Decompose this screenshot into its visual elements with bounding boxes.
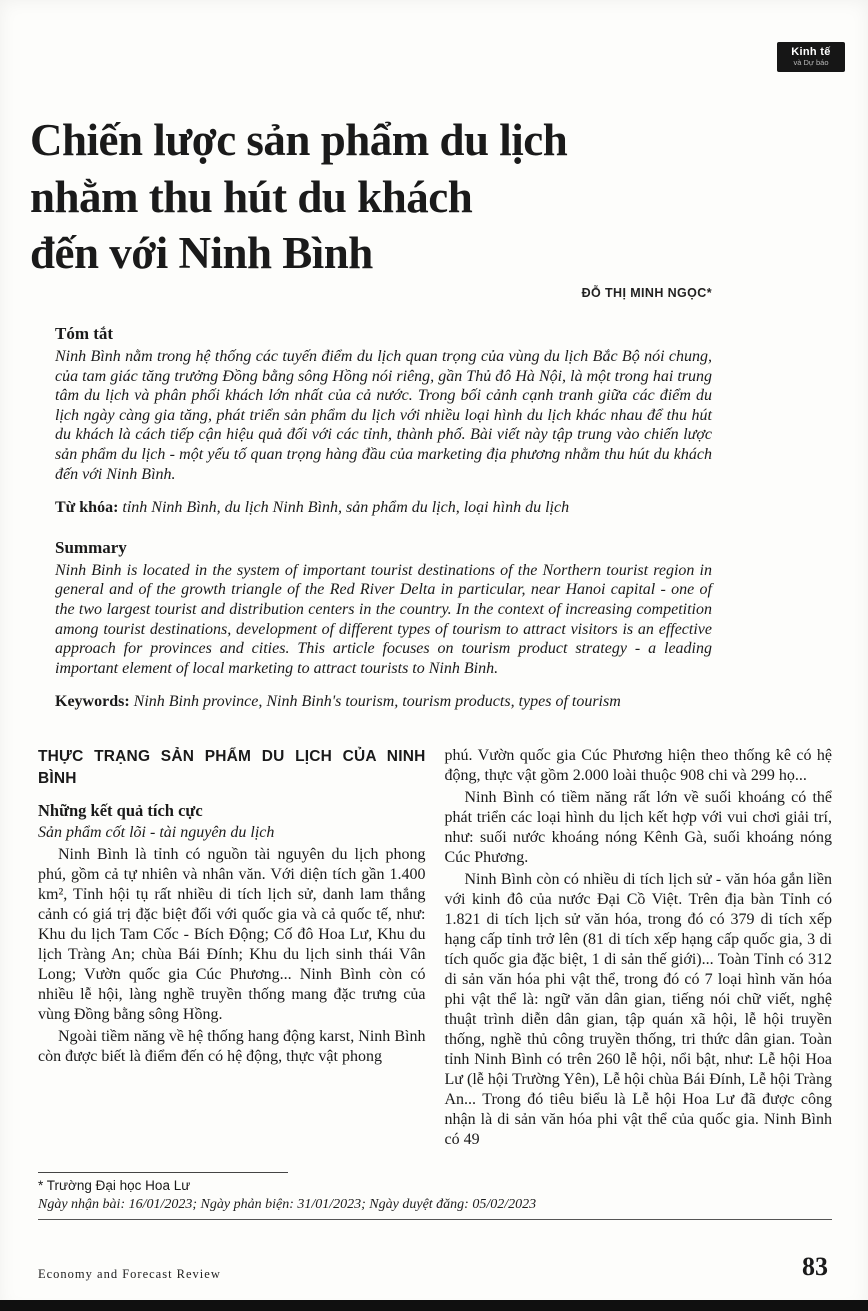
summary-heading: Summary	[55, 537, 127, 557]
keywords-en-label: Keywords:	[55, 693, 130, 711]
journal-logo-line1: Kinh tế	[791, 46, 831, 59]
footnote-dates: Ngày nhận bài: 16/01/2023; Ngày phản biện: 31/01/2023; Ngày duyệt đăng: 05/02/2023	[38, 1197, 832, 1220]
keywords-en-text: Ninh Binh province, Ninh Binh's tourism, tourism products, types of tourism	[129, 693, 621, 711]
paragraph: Ngoài tiềm năng về hệ thống hang động karst, Ninh Bình còn được biết là điểm đến có hệ động, thực vật phong	[38, 1027, 426, 1065]
article-body	[38, 746, 832, 1152]
keywords-vi-label: Từ khóa:	[55, 499, 119, 517]
article-title-line3: đến với Ninh Bình	[30, 228, 373, 279]
abstract-text: Ninh Bình nằm trong hệ thống các tuyến điểm du lịch quan trọng của vùng du lịch Bắc Bộ nói chung, của tam giác tăng trưởng Đồng bằng sông Hồng nói riêng, gần Thủ đô Hà Nội, là một trong hai trung tâm du lịch và phân phối khách lớn nhất của cả nước. Trong bối cảnh cạnh tranh giữa các điểm du lịch ngày càng gia tăng, phát triển sản phẩm du lịch với nhiều loại hình du lịch khác nhau để thu hút du khách là cách tiếp cận hiệu quả đối với các tỉnh, thành phố. Bài viết này tập trung vào chiến lược sản phẩm du lịch - một yếu tố quan trọng hàng đầu của marketing địa phương nhằm thu hút du khách đến với Ninh Bình.	[55, 348, 712, 483]
front-matter	[55, 324, 712, 712]
bottom-scan-bar	[0, 1300, 868, 1311]
article-title-line2: nhằm thu hút du khách	[30, 171, 473, 222]
page-footer	[38, 1252, 828, 1282]
paragraph: Ninh Bình còn có nhiều di tích lịch sử - văn hóa gắn liền với kinh đô của nước Đại Cồ Việt. Trên địa bàn Tỉnh có 1.821 di tích lịch sử văn hóa, trong đó có 379 di tích xếp hạng cấp tỉnh trở lên (81 di tích xếp hạng cấp quốc gia, 3 di tích quốc gia đặc biệt, 1 di sản thế giới)... Toàn Tỉnh có 312 di sản văn hóa phi vật thể, trong đó có 7 loại hình văn hóa phi vật thể là: ngữ văn dân gian, tiếng nói chữ viết, nghệ thuật trình diễn dân gian, tập quán xã hội, lễ hội truyền thống, nghề thủ công truyền thống, tri thức dân gian. Toàn tỉnh Ninh Bình có trên 260 lễ hội, nổi bật, như: Lễ hội Hoa Lư (lễ hội Trường Yên), Lễ hội chùa Bái Đính, Lễ hội Tràng An... Trong đó tiêu biểu là Lễ hội Hoa Lư đã được công nhận là di sản văn hóa phi vật thể của quốc gia. Ninh Bình có 49	[444, 870, 832, 1148]
article-title-line1: Chiến lược sản phẩm du lịch	[30, 115, 568, 165]
journal-logo	[777, 42, 845, 72]
footnote-affiliation: * Trường Đại học Hoa Lư	[38, 1178, 191, 1193]
keywords-vi-text: tỉnh Ninh Bình, du lịch Ninh Bình, sản phẩm du lịch, loại hình du lịch	[118, 499, 570, 517]
left-column	[38, 746, 426, 1152]
sub-heading: Những kết quả tích cực	[38, 800, 203, 820]
author-name: ĐỖ THỊ MINH NGỌC*	[581, 286, 712, 301]
sub-heading-italic: Sản phẩm cốt lõi - tài nguyên du lịch	[38, 823, 275, 841]
paragraph: phú. Vườn quốc gia Cúc Phương hiện theo thống kê có hệ động, thực vật gồm 2.000 loài thuộc 908 chi và 299 họ...	[444, 746, 832, 784]
keywords-en	[55, 692, 712, 712]
summary-text: Ninh Binh is located in the system of important tourist destinations of the Northern tourist region in general and of the growth triangle of the Red River Delta in particular, near Hanoi capital - one of the two largest tourist and distribution centers in the country. In the context of increasing competition among tourist destinations, development of different types of tourism to attract visitors is an effective approach for provinces and cities. This article focuses on tourism product strategy - a leading important element of local marketing to attract tourists to Ninh Binh.	[55, 561, 712, 677]
keywords-vi	[55, 498, 712, 518]
footnote-rule	[38, 1172, 288, 1173]
page-number: 83	[802, 1252, 828, 1281]
article-title	[30, 112, 828, 282]
journal-name: Economy and Forecast Review	[38, 1267, 221, 1281]
journal-logo-line2: và Dự báo	[793, 57, 829, 67]
paragraph: Ninh Bình có tiềm năng rất lớn về suối khoáng có thể phát triển các loại hình du lịch kết hợp với vui chơi giải trí, như: suối nước khoáng nóng Kênh Gà, suối khoáng nóng Cúc Phương.	[444, 788, 832, 866]
right-column	[445, 746, 833, 1152]
paragraph: Ninh Bình là tỉnh có nguồn tài nguyên du lịch phong phú, gồm cả tự nhiên và nhân văn. Với diện tích gần 1.400 km², Tỉnh hội tụ rất nhiều di tích lịch sử, danh lam thắng cảnh có giá trị đặc biệt đối với quốc gia và cả quốc tế, như: Khu du lịch Tam Cốc - Bích Động; Cố đô Hoa Lư, Khu du lịch Tràng An; chùa Bái Đính; Khu du lịch sinh thái Vân Long; Vườn quốc gia Cúc Phương... Ninh Bình còn có nhiều lễ hội, làng nghề truyền thống mang đặc trưng của vùng Đồng bằng sông Hồng.	[38, 845, 426, 1023]
footnote	[38, 1172, 832, 1220]
section-heading: THỰC TRẠNG SẢN PHẨM DU LỊCH CỦA NINH BÌNH	[38, 747, 426, 788]
abstract-heading: Tóm tắt	[55, 324, 114, 344]
